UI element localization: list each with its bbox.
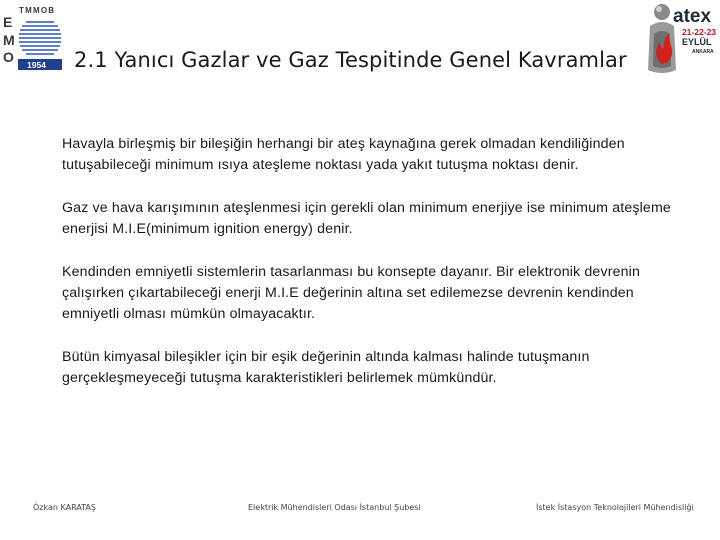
atex-logo <box>642 0 720 80</box>
atex-city-text: ANKARA <box>692 49 714 55</box>
logo-year-text: 1954 <box>27 60 46 70</box>
slide-title: 2.1 Yanıcı Gazlar ve Gaz Tespitinde Genel Kavramlar <box>74 48 627 72</box>
paragraph-threshold: Bütün kimyasal bileşikler için bir eşik değerinin altında kalması halinde tutuşmanın gerçekleşmeyeceği tutuşma karakteristikleri belirlemek mümkündür. <box>62 349 590 386</box>
paragraph-ignition-point: Havayla birleşmiş bir bileşiğin herhangi bir ateş kaynağına gerek olmadan kendiliğinden tutuşabileceği minimum ısıya ateşleme noktası yada yakıt tutuşma noktası denir. <box>62 136 625 173</box>
atex-month-text: EYLÜL <box>682 37 712 47</box>
footer-author: Özkan KARATAŞ <box>33 503 96 512</box>
paragraph-intrinsic-safety: Kendinden emniyetli sistemlerin tasarlanması bu konsepte dayanır. Bir elektronik devrenin çalışırken çıkartabileceği enerji M.I.E değerinin altına set edilemezse devrenin kendinden emniyetli olması mümkün olmayacaktır. <box>62 264 640 322</box>
logo-letter-e: E <box>3 14 13 30</box>
footer-department: İstek İstasyon Teknolojileri Mühendisliği <box>536 503 694 512</box>
logo-letter-m: M <box>3 32 15 48</box>
paragraph-mie: Gaz ve hava karışımının ateşlenmesi için gerekli olan minimum enerjiye ise minimum ateşleme enerjisi M.I.E(minimum ignition energy) denir. <box>62 200 671 237</box>
footer-organization: Elektrik Mühendisleri Odası İstanbul Şubesi <box>248 503 421 512</box>
emo-logo <box>2 2 66 74</box>
atex-dates-text: 21-22-23 <box>682 27 717 37</box>
atex-brand-text: atex <box>673 6 712 27</box>
slide-body <box>62 134 672 411</box>
logo-letter-o: O <box>3 49 14 65</box>
logo-tmmob-text: TMMOB <box>19 6 56 15</box>
